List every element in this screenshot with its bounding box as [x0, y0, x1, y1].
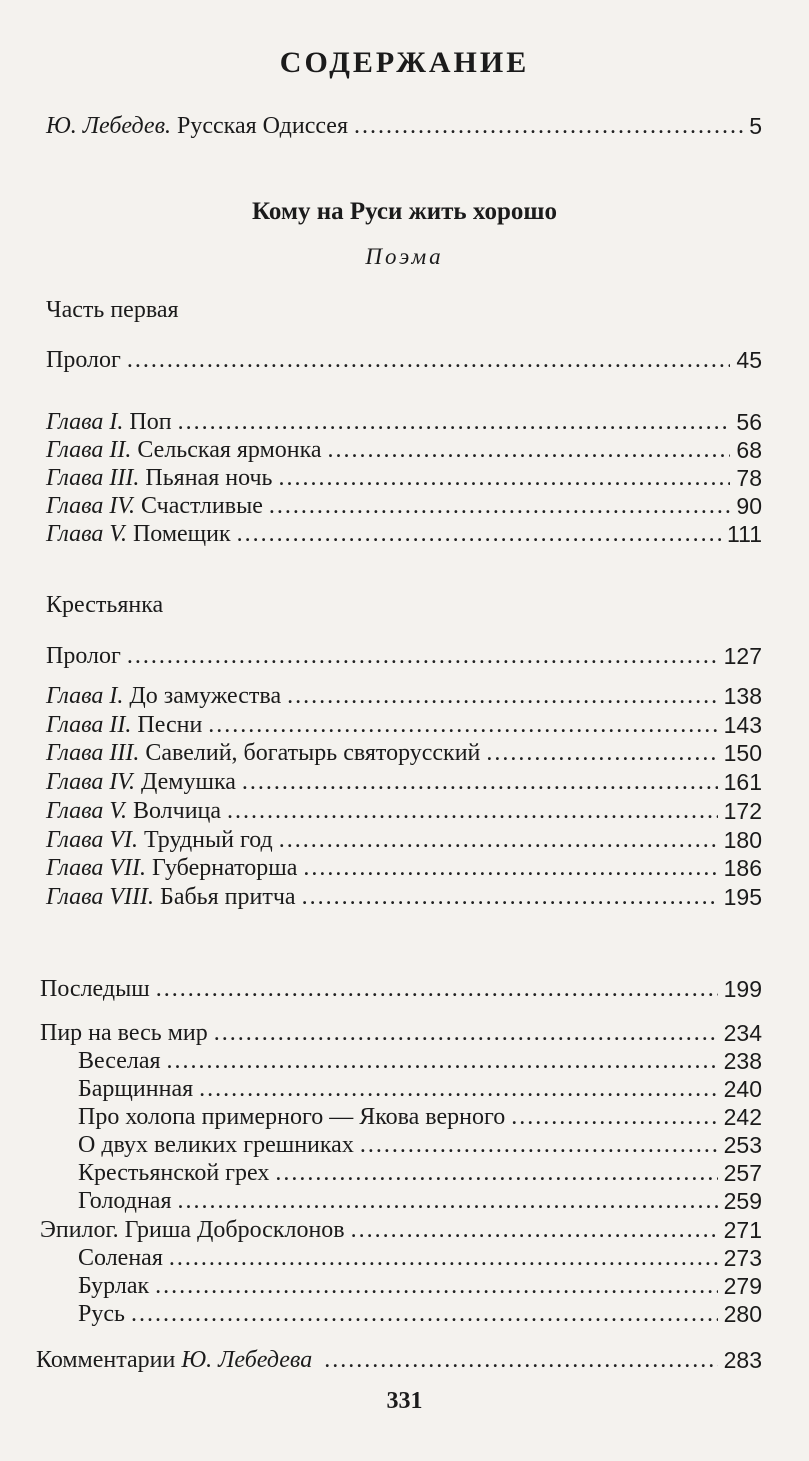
entry-page: 273	[723, 1245, 762, 1271]
chapter-number: Глава II.	[46, 711, 132, 738]
entry-page: 138	[723, 683, 762, 709]
entry-label: Голодная	[78, 1188, 172, 1214]
dot-leader	[287, 682, 718, 710]
dot-leader	[214, 1019, 718, 1047]
chapter-number: Глава V.	[46, 797, 127, 824]
toc-entry-part2-prologue	[46, 642, 762, 670]
entry-label: Демушка	[140, 769, 236, 796]
toc-entry-subsection	[78, 1300, 762, 1328]
toc-entry-chapter	[46, 711, 762, 739]
toc-entry-subsection	[78, 1131, 762, 1159]
dot-leader	[275, 1159, 717, 1187]
entry-label: Песни	[137, 711, 203, 738]
dot-leader	[237, 520, 721, 548]
entry-label: Волчица	[132, 797, 222, 824]
toc-entry-subsection	[78, 1047, 762, 1075]
chapter-number: Глава V.	[46, 521, 127, 547]
entry-label: Пролог	[46, 643, 121, 669]
entry-page: 271	[723, 1217, 762, 1243]
dot-leader	[208, 711, 717, 739]
work-genre: Поэма	[365, 244, 444, 269]
entry-label: Трудный год	[144, 826, 273, 853]
entry-page: 240	[723, 1076, 762, 1102]
dot-leader	[127, 346, 731, 374]
chapter-number: Глава VIII.	[46, 883, 155, 910]
entry-label: Счастливые	[140, 493, 263, 519]
entry-page: 111	[727, 521, 762, 547]
dot-leader	[302, 883, 718, 911]
toc-entry-intro	[46, 112, 762, 140]
toc-entry-chapter	[46, 682, 762, 710]
entry-page: 172	[723, 797, 762, 824]
chapter-number: Глава I.	[46, 409, 124, 435]
section-heading-part2: Крестьянка	[46, 592, 164, 618]
chapter-number: Глава II.	[46, 437, 132, 463]
entry-label: Соленая	[78, 1245, 163, 1271]
entry-page: 56	[736, 409, 762, 435]
toc-entry-subsection	[78, 1075, 762, 1103]
toc-entry-chapter	[46, 492, 762, 520]
entry-label: Последыш	[40, 976, 150, 1002]
toc-entry-chapter	[46, 797, 762, 825]
toc-entry-chapter	[46, 739, 762, 767]
dot-leader	[156, 975, 718, 1003]
dot-leader	[177, 1187, 717, 1215]
entry-page: 238	[723, 1048, 762, 1074]
dot-leader	[328, 436, 731, 464]
chapter-number: Глава IV.	[46, 493, 135, 519]
dot-leader	[360, 1131, 718, 1159]
entry-author: Ю. Лебедев.	[46, 113, 171, 139]
toc-entry-epilogue	[40, 1216, 762, 1244]
entry-label: Пир на весь мир	[40, 1020, 208, 1046]
dot-leader	[199, 1075, 717, 1103]
entry-page: 234	[723, 1020, 762, 1046]
entry-page: 283	[723, 1347, 762, 1373]
toc-entry-chapter	[46, 768, 762, 796]
dot-leader	[169, 1244, 718, 1272]
entry-author: Ю. Лебедева	[181, 1347, 313, 1373]
entry-page: 90	[736, 493, 762, 519]
toc-entry-chapter	[46, 854, 762, 882]
dot-leader	[279, 826, 718, 854]
page-title: СОДЕРЖАНИЕ	[279, 46, 530, 79]
entry-label: Сельская ярмонка	[137, 437, 322, 463]
entry-label: Бурлак	[78, 1273, 150, 1299]
entry-label: Поп	[129, 409, 172, 435]
entry-page: 280	[723, 1301, 762, 1327]
entry-page: 199	[723, 976, 762, 1002]
dot-leader	[511, 1103, 717, 1131]
entry-label: Комментарии	[36, 1347, 176, 1373]
entry-page: 127	[723, 643, 762, 669]
page-number: 331	[386, 1388, 423, 1414]
entry-page: 45	[736, 347, 762, 373]
entry-page: 195	[723, 883, 762, 910]
toc-entry-feast	[40, 1019, 762, 1047]
dot-leader	[178, 408, 731, 436]
dot-leader	[155, 1272, 717, 1300]
dot-leader	[131, 1300, 718, 1328]
toc-entry-part1-prologue	[46, 346, 762, 374]
entry-page: 186	[723, 855, 762, 882]
entry-page: 259	[723, 1188, 762, 1214]
entry-page: 5	[749, 113, 762, 139]
toc-entry-last	[40, 975, 762, 1003]
chapter-number: Глава VII.	[46, 855, 147, 882]
dot-leader	[324, 1346, 717, 1374]
entry-label: Эпилог. Гриша Добросклонов	[40, 1217, 345, 1243]
toc-entry-comments	[36, 1346, 762, 1374]
toc-entry-chapter	[46, 464, 762, 492]
entry-label: Барщинная	[78, 1076, 194, 1102]
toc-entry-chapter	[46, 436, 762, 464]
dot-leader	[242, 768, 718, 796]
dot-leader	[486, 739, 717, 767]
dot-leader	[354, 112, 743, 140]
toc-entry-chapter	[46, 520, 762, 548]
entry-label: Веселая	[78, 1048, 161, 1074]
entry-label: Про холопа примерного — Якова верного	[78, 1104, 506, 1130]
entry-label: Губернаторша	[152, 855, 298, 882]
entry-page: 257	[723, 1160, 762, 1186]
dot-leader	[278, 464, 730, 492]
entry-page: 180	[723, 826, 762, 853]
entry-page: 68	[736, 437, 762, 463]
entry-label: Пролог	[46, 347, 121, 373]
entry-page: 242	[723, 1104, 762, 1130]
entry-page: 150	[723, 740, 762, 767]
entry-label: До замужества	[129, 683, 282, 709]
entry-page: 143	[723, 711, 762, 738]
entry-label: Крестьянской грех	[78, 1160, 270, 1186]
dot-leader	[269, 492, 731, 520]
dot-leader	[167, 1047, 718, 1075]
entry-label: Русь	[78, 1301, 125, 1327]
entry-page: 78	[736, 465, 762, 491]
toc-entry-chapter	[46, 408, 762, 436]
chapter-number: Глава III.	[46, 465, 140, 491]
entry-label: Русская Одиссея	[177, 113, 348, 139]
entry-page: 253	[723, 1132, 762, 1158]
entry-label: Пьяная ночь	[145, 465, 273, 491]
work-title: Кому на Руси жить хорошо	[252, 198, 557, 225]
chapter-number: Глава III.	[46, 740, 140, 767]
entry-label: Помещик	[132, 521, 231, 547]
toc-entry-subsection	[78, 1159, 762, 1187]
section-heading-part1: Часть первая	[46, 297, 179, 323]
toc-entry-subsection	[78, 1244, 762, 1272]
entry-page: 279	[723, 1273, 762, 1299]
toc-entry-subsection	[78, 1103, 762, 1131]
dot-leader	[227, 797, 718, 825]
entry-label: Бабья притча	[160, 883, 296, 910]
dot-leader	[351, 1216, 718, 1244]
entry-label: Савелий, богатырь святорусский	[145, 740, 481, 767]
chapter-number: Глава IV.	[46, 769, 135, 796]
chapter-number: Глава VI.	[46, 826, 139, 853]
chapter-number: Глава I.	[46, 683, 124, 709]
dot-leader	[127, 642, 718, 670]
entry-page: 161	[723, 769, 762, 796]
toc-entry-subsection	[78, 1272, 762, 1300]
toc-entry-subsection	[78, 1187, 762, 1215]
entry-label: О двух великих грешниках	[78, 1132, 354, 1158]
dot-leader	[303, 854, 717, 882]
toc-entry-chapter	[46, 883, 762, 911]
toc-entry-chapter	[46, 826, 762, 854]
